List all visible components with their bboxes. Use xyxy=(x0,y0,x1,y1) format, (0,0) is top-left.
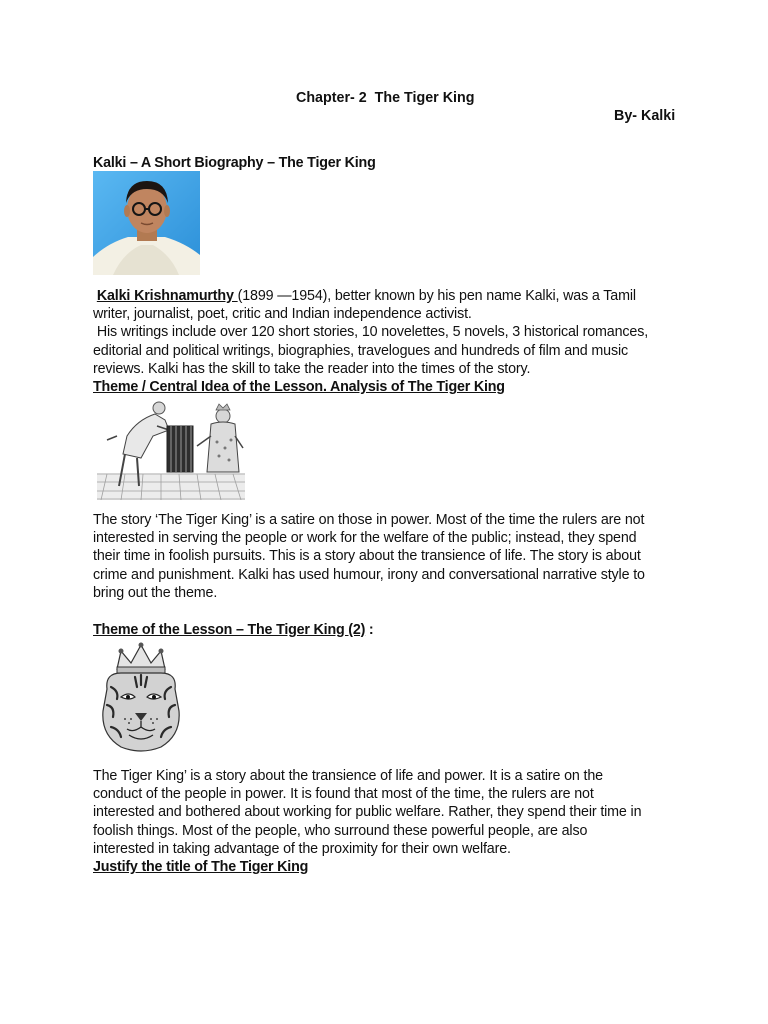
theme-2-line-3: interested and bothered about working for public welfare. Rather, they spend their time in xyxy=(93,804,642,821)
tiger-king-sketch-image xyxy=(97,396,245,500)
theme-line-5: bring out the theme. xyxy=(93,584,218,601)
byline: By- Kalki xyxy=(614,108,676,124)
bio-heading: Kalki – A Short Biography – The Tiger King xyxy=(93,155,376,171)
theme-2-line-1: The Tiger King’ is a story about the transience of life and power. It is a satire on the xyxy=(93,768,603,784)
bio-line-3: His writings include over 120 short stories, 10 novelettes, 5 novels, 3 historical romances, xyxy=(93,324,649,341)
author-name: Kalki Krishnamurthy xyxy=(96,288,238,304)
theme-2-heading-suffix: : xyxy=(365,622,374,638)
bio-line-1 xyxy=(93,287,683,305)
theme-2-line-2: conduct of the people in power. It is found that most of the time, the rulers are not xyxy=(93,786,594,803)
chapter-title: Chapter- 2 The Tiger King xyxy=(296,90,475,106)
theme-2-heading-text: Theme of the Lesson – The Tiger King (2) xyxy=(93,622,366,638)
theme-paragraph xyxy=(93,511,683,602)
theme-line-3: their time in foolish pursuits. This is a story about the transience of life. The story is about xyxy=(93,548,641,565)
bio-line-1-rest: (1899 —1954), better known by his pen name Kalki, was a Tamil xyxy=(237,288,636,304)
theme-2-line-5: interested in taking advantage of the proximity for their own welfare. xyxy=(93,840,511,857)
theme-heading: Theme / Central Idea of the Lesson. Analysis of The Tiger King xyxy=(93,379,505,395)
theme-line-4: crime and punishment. Kalki has used humour, irony and conversational narrative style to xyxy=(93,566,645,583)
bio-paragraph xyxy=(93,287,683,378)
theme-2-heading xyxy=(93,621,374,639)
theme-line-1: The story ‘The Tiger King’ is a satire on those in power. Most of the time the rulers are not xyxy=(93,512,645,528)
bio-line-5: reviews. Kalki has the skill to take the reader into the times of the story. xyxy=(93,360,531,377)
justify-title-heading: Justify the title of The Tiger King xyxy=(93,859,309,875)
bio-line-2: writer, journalist, poet, critic and Indian independence activist. xyxy=(93,306,472,323)
theme-line-2: interested in serving the people or work for the welfare of the public; instead, they spend xyxy=(93,530,637,547)
bio-line-4: editorial and political writings, biographies, travelogues and hundreds of film and music xyxy=(93,342,629,359)
crowned-tiger-image xyxy=(95,639,187,755)
author-portrait-image xyxy=(93,171,200,275)
theme-2-line-4: foolish things. Most of the people, who surround these powerful people, are also xyxy=(93,822,588,839)
theme-2-paragraph xyxy=(93,767,683,858)
